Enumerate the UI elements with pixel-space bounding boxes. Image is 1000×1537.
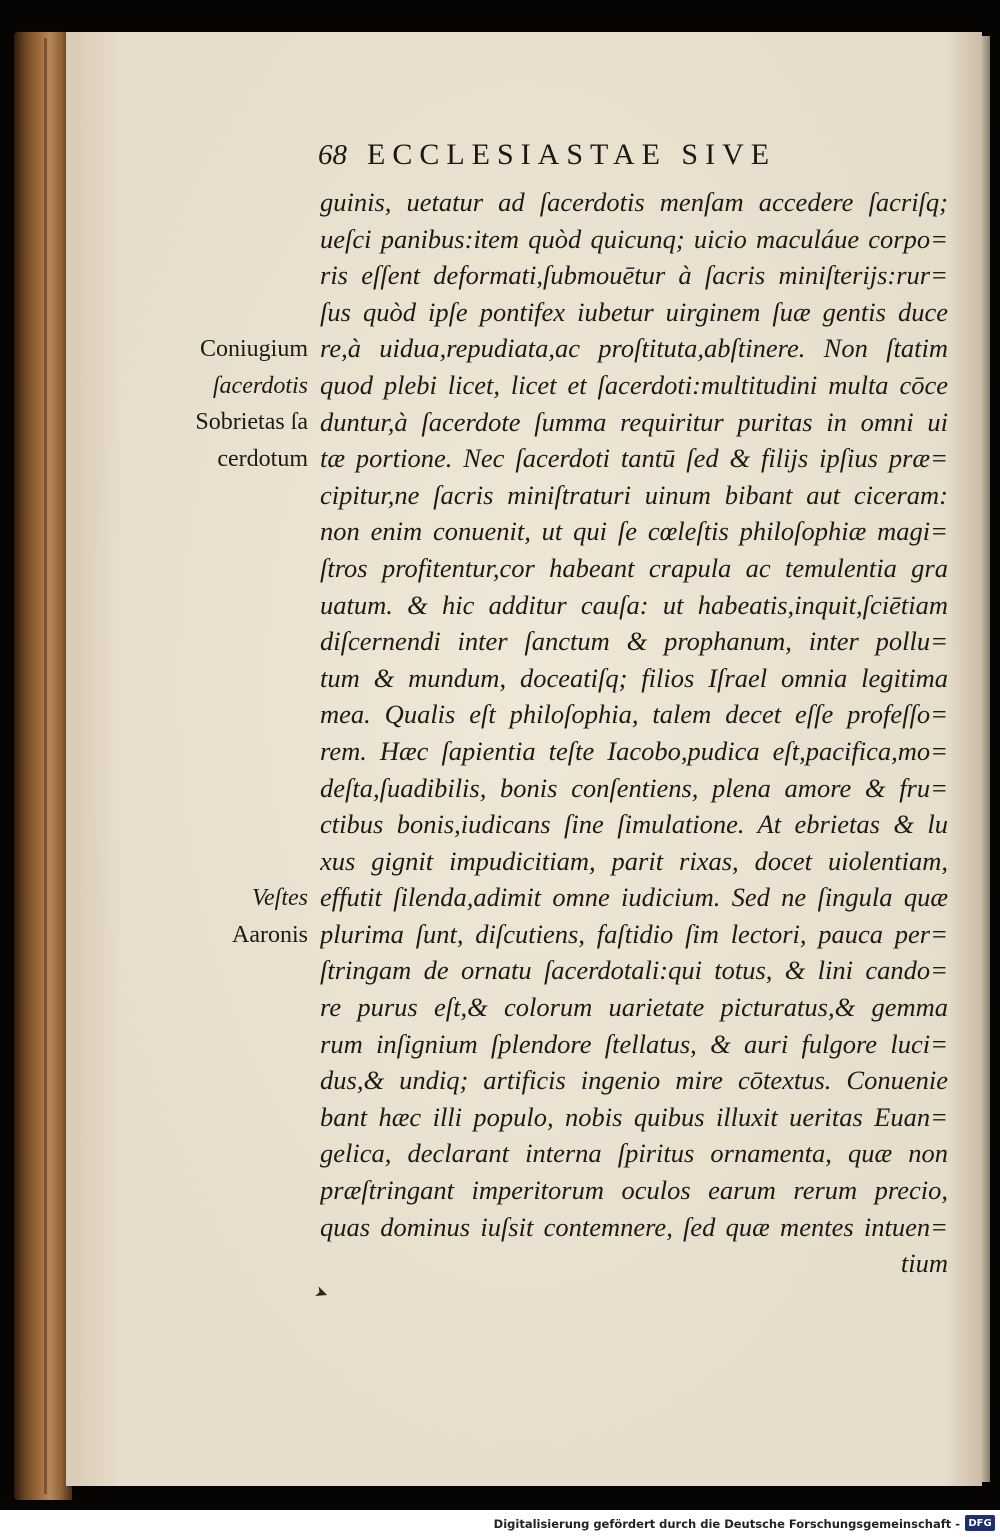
marginal-note-coniugium — [148, 331, 308, 404]
text-line: plurima ſunt, diſcutiens, faſtidio ſim lectori, pauca per= — [320, 918, 948, 949]
text-line: ſus quòd ipſe pontifex iubetur uirginem ſuæ gentis duce — [320, 296, 948, 327]
marginal-note-sobrietas — [148, 404, 308, 477]
text-line: gelica, declarant interna ſpiritus ornamenta, quæ non — [320, 1138, 948, 1169]
text-line: re,à uidua,repudiata,ac proſtituta,abſtinere. Non ſtatim — [320, 333, 948, 364]
marginal-line: cerdotum — [217, 445, 308, 472]
text-line: non enim conuenit, ut qui ſe cœleſtis philoſophiæ magi= — [320, 516, 948, 547]
footer-credit: Digitalisierung gefördert durch die Deutsche Forschungsgemeinschaft - — [493, 1517, 960, 1531]
text-line: tum & mundum, doceatiſq; filios Iſrael omnia legitima — [320, 662, 948, 693]
text-line: quod plebi licet, licet et ſacerdoti:multitudini multa cōce — [320, 369, 948, 400]
text-line: tium — [900, 1248, 948, 1279]
text-line: re purus eſt,& colorum uarietate picturatus,& gemma — [320, 992, 948, 1023]
text-line: præſtringant imperitorum oculos earum rerum precio, — [320, 1175, 948, 1206]
text-line: uatum. & hic additur cauſa: ut habeatis,inquit,ſciētiam — [320, 589, 948, 620]
text-line: mea. Qualis eſt philoſophia, talem decet eſſe profeſſo= — [320, 699, 948, 730]
marginal-line: Veſtes — [252, 885, 308, 911]
text-line: rem. Hæc ſapientia teſte Iacobo,pudica eſt,pacifica,mo= — [320, 735, 948, 766]
marginal-line: ſacerdotis — [212, 372, 308, 399]
text-line: effutit ſilenda,adimit omne iudicium. Sed ne ſingula quæ — [320, 882, 948, 913]
marginal-line: Sobrietas ſa — [195, 409, 308, 435]
dfg-logo-icon: DFG — [965, 1515, 995, 1531]
marginal-line: Coniugium — [199, 336, 308, 362]
text-line: ueſci panibus:item quòd quicunq; uicio maculáue corpo= — [320, 223, 948, 254]
text-line: tæ portione. Nec ſacerdoti tantū ſed & filijs ipſius præ= — [320, 443, 948, 474]
text-line: guinis, uetatur ad ſacerdotis menſam accedere ſacriſq; — [320, 187, 948, 217]
text-line: ſtringam de ornatu ſacerdotali:qui totus, & lini cando= — [320, 955, 948, 986]
text-line: duntur,à ſacerdote ſumma requiritur puritas in omni ui — [320, 406, 948, 437]
text-line: ſtros profitentur,cor habeant crapula ac temulentia gra — [320, 552, 948, 583]
text-line: ris eſſent deformati,ſubmouētur à ſacris miniſterijs:rur= — [320, 260, 948, 291]
text-line: quas dominus iuſsit contemnere, ſed quæ mentes intuen= — [320, 1211, 948, 1242]
text-line: ctibus bonis,iudicans ſine ſimulatione. At ebrietas & lu — [320, 809, 948, 840]
text-line: deſta,ſuadibilis, bonis conſentiens, plena amore & fru= — [320, 772, 948, 803]
page-edge — [980, 36, 990, 1482]
running-title: ECCLESIASTAE SIVE — [367, 138, 777, 171]
text-line: bant hæc illi populo, nobis quibus illuxit ueritas Euan= — [320, 1101, 948, 1132]
text-line: diſcernendi inter ſanctum & prophanum, inter pollu= — [320, 626, 948, 657]
text-line: dus,& undiq; artificis ingenio mire cōtextus. Conuenie — [320, 1065, 948, 1096]
text-line: xus gignit impudicitiam, parit rixas, docet uiolentiam, — [320, 845, 948, 876]
book-binding — [14, 32, 72, 1500]
page-header — [318, 138, 776, 180]
page-number: 68 — [318, 139, 347, 171]
text-line: rum inſignium ſplendore ſtellatus, & auri fulgore luci= — [320, 1028, 948, 1059]
marginal-line: Aaronis — [232, 921, 308, 948]
text-line: cipitur,ne ſacris miniſtraturi uinum bibant aut ciceram: — [320, 479, 948, 510]
body-text — [320, 184, 948, 1282]
ornament-mark-icon: ➤ — [312, 1281, 332, 1304]
marginal-note-vestes — [148, 880, 308, 953]
